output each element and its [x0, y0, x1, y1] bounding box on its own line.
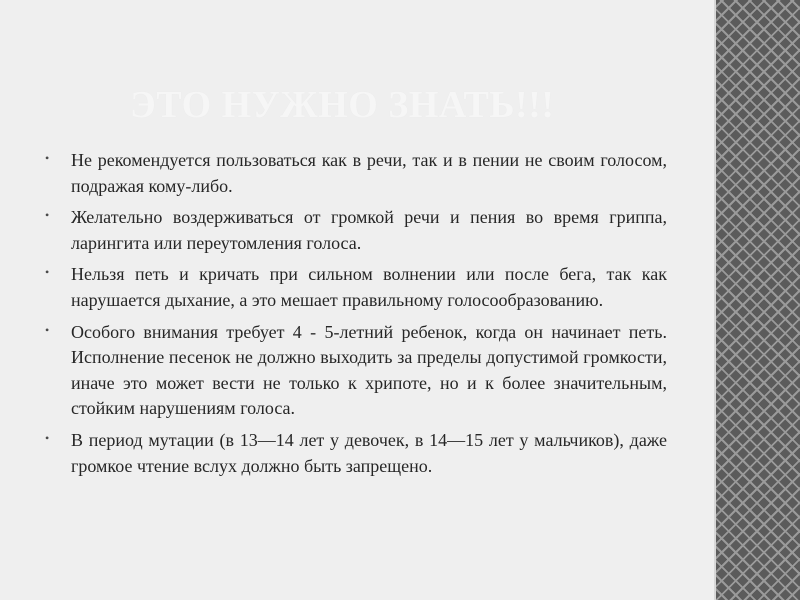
bullet-icon: •: [45, 430, 50, 445]
list-item-text: Желательно воздерживаться от громкой речи и пения во время гриппа, ларингита или переутомления голоса.: [71, 207, 667, 253]
list-item-text: В период мутации (в 13—14 лет у девочек, в 14—15 лет у мальчиков), даже громкое чтение вслух должно быть запрещено.: [71, 429, 667, 476]
bullet-icon: •: [45, 151, 50, 165]
list-item-text: Не рекомендуется пользоваться как в речи, так и в пении не своим голосом, подражая кому-либо.: [71, 150, 667, 196]
list-item: [45, 205, 667, 256]
slide-title: ЭТО НУЖНО ЗНАТЬ!!!: [130, 84, 555, 126]
decorative-pattern-panel: [714, 0, 800, 600]
list-item-text: Особого внимания требует 4 - 5-летний ребенок, когда он начинает петь. Исполнение песенок не должно выходить за пределы допустимой громкости, иначе это может вести не только к хрипоте, но и к более значительным, стойким нарушениям голоса.: [71, 321, 667, 419]
bullet-icon: •: [45, 322, 50, 337]
list-item: [45, 428, 667, 479]
bullet-icon: •: [45, 208, 50, 223]
list-item: [45, 262, 667, 313]
bullet-list: [45, 148, 667, 485]
list-item-text: Нельзя петь и кричать при сильном волнении или после бега, так как нарушается дыхание, а это мешает правильному голосообразованию.: [71, 264, 667, 310]
bullet-icon: •: [45, 265, 50, 280]
list-item: [45, 320, 667, 422]
list-item: [45, 148, 667, 199]
